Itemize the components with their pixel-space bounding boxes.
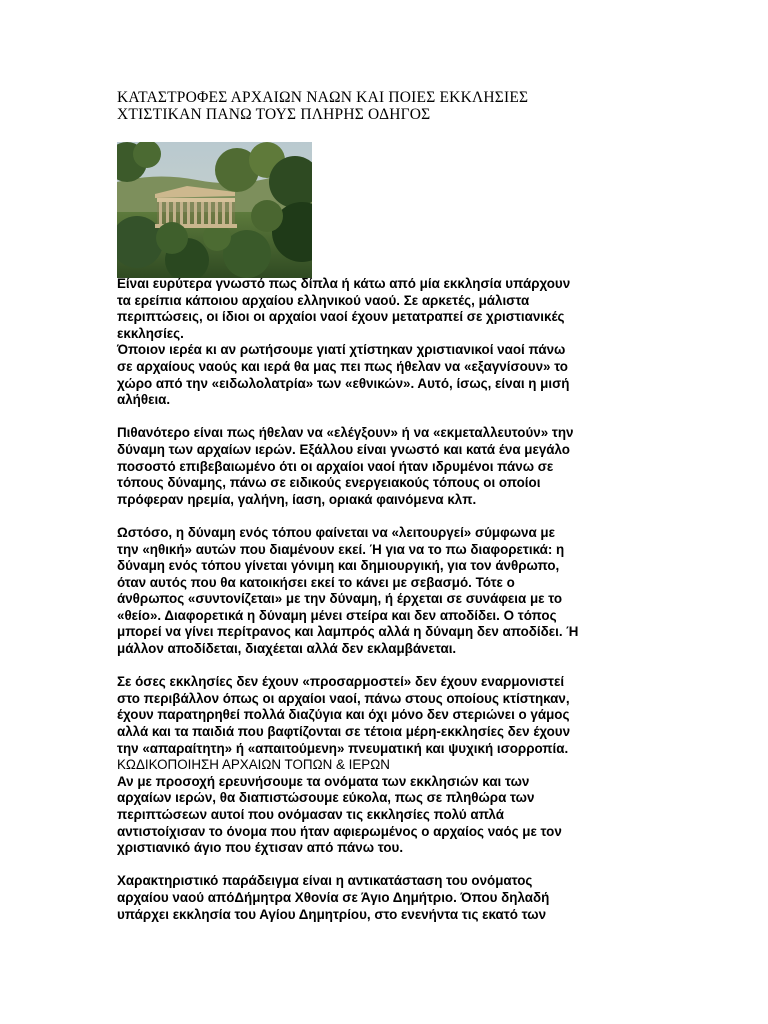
text-line: Όποιον ιερέα κι αν ρωτήσουμε γιατί χτίστηκαν χριστιανικοί ναοί πάνω [117,342,566,358]
text-line: περιπτώσεων αυτοί που ονόμασαν τις εκκλησίες πολύ απλά [117,807,504,822]
article-body [117,276,657,923]
title-line: ΧΤΙΣΤΙΚΑΝ ΠΑΝΩ ΤΟΥΣ ΠΛΗΡΗΣ ΟΔΗΓΟΣ [117,105,431,123]
text-line: «θείο». Διαφορετικά η δύναμη μένει στείρα και δεν αποδίδει. Ο τόπος [117,607,557,623]
text-line: αρχαίων ιερών, θα διαπιστώσουμε εύκολα, πως σε πληθώρα των [117,790,535,806]
text-line: υπάρχει εκκλησία του Αγίου Δημητρίου, στο ενενήντα τις εκατό των [117,906,547,922]
temple-photo [117,142,312,278]
text-line: Πιθανότερο είναι πως ήθελαν να «ελέγξουν» ή να «εκμεταλλευτούν» την [117,425,574,441]
text-line: μάλλον αποδίδεται, διαχέεται αλλά δεν εκλαμβάνεται. [117,641,457,657]
text-line: σε αρχαίους ναούς και ιερά θα μας πει πως ήθελαν να «εξαγνίσουν» το [117,358,568,374]
paragraph-gap [117,409,657,426]
text-line: άνθρωπος «συντονίζεται» με την δύναμη, ή έρχεται σε συνάφεια με το [117,591,563,607]
text-line: χώρο από την «ειδωλολατρία» των «εθνικών». Αυτό, ίσως, είναι η μισή [117,375,570,391]
text-line: δύναμη των αρχαίων ιερών. Εξάλλου είναι γνωστό και κατά ένα μεγάλο [117,441,570,457]
title-line: ΚΑΤΑΣΤΡΟΦΕΣ ΑΡΧΑΙΩΝ ΝΑΩΝ ΚΑΙ ΠΟΙΕΣ ΕΚΚΛΗΣΙΕΣ [117,89,529,106]
document-title [117,88,677,121]
paragraph-gap [117,857,657,874]
text-line: δύναμη ενός τόπου γίνεται γόνιμη και δημιουργική, για τον άνθρωπο, [117,558,560,574]
text-line: Χαρακτηριστικό παράδειγμα είναι η αντικατάσταση του ονόματος [117,873,533,889]
text-line: περιπτώσεις, οι ίδιοι οι αρχαίοι ναοί έχουν μετατραπεί σε χριστιανικές [117,309,565,325]
text-line: αντιστοίχισαν το όνομα που ήταν αφιερωμένος ο αρχαίος ναός με τον [117,823,562,839]
paragraph-gap [117,508,657,525]
section-heading: ΚΩΔΙΚΟΠΟΙΗΣΗ ΑΡΧΑΙΩΝ ΤΟΠΩΝ & ΙΕΡΩΝ [117,757,390,773]
text-line: αρχαίου ναού απόΔήμητρα Χθονία σε Άγιο Δημήτριο. Όπου δηλαδή [117,889,550,905]
text-line: ποσοστό επιβεβαιωμένο ότι οι αρχαίοι ναοί ήταν ιδρυμένοι πάνω σε [117,458,554,474]
text-line: μπορεί να γίνει περίτρανος και λαμπρός αλλά η δύναμη δεν αποδίδει. Ή [117,624,579,640]
text-line: την «ηθική» αυτών που διαμένουν εκεί. Ή για να το πω διαφορετικά: η [117,541,565,557]
text-line: χριστιανικό άγιο που έχτισαν από πάνω του. [117,840,404,856]
text-line: την «απαραίτητη» ή «απαιτούμενη» πνευματική και ψυχική ισορροπία. [117,740,569,756]
text-line: εκκλησίες. [117,325,184,341]
text-line: Ωστόσο, η δύναμη ενός τόπου φαίνεται να «λειτουργεί» σύμφωνα με [117,524,555,540]
text-line: τα ερείπια κάποιου αρχαίου ελληνικού ναού. Σε αρκετές, μάλιστα [117,292,530,308]
text-line: αλήθεια. [117,392,171,408]
text-line: τόπους δύναμης, πάνω σε ειδικούς ενεργειακούς τόπους οι οποίοι [117,475,541,491]
text-line: Είναι ευρύτερα γνωστό πως δίπλα ή κάτω από μία εκκλησία υπάρχουν [117,276,571,291]
text-line: στο περιβάλλον όπως οι αρχαίοι ναοί, πάνω στους οποίους κτίστηκαν, [117,690,570,706]
text-line: όταν αυτός που θα κατοικήσει εκεί το κάνει με σεβασμό. Τότε ο [117,574,515,590]
paragraph-gap [117,658,657,675]
text-line: αλλά και τα παιδιά που βαφτίζονται σε τέτοια μέρη-εκκλησίες δεν έχουν [117,724,571,740]
text-line: Αν με προσοχή ερευνήσουμε τα ονόματα των εκκλησιών και των [117,773,530,789]
text-line: πρόφεραν ηρεμία, γαλήνη, ίαση, οριακά φαινόμενα κλπ. [117,491,477,507]
text-line: έχουν παρατηρηθεί πολλά διαζύγια και όχι μόνο δεν στεριώνει ο γάμος [117,707,570,723]
text-line: Σε όσες εκκλησίες δεν έχουν «προσαρμοστεί» δεν έχουν εναρμονιστεί [117,674,565,690]
